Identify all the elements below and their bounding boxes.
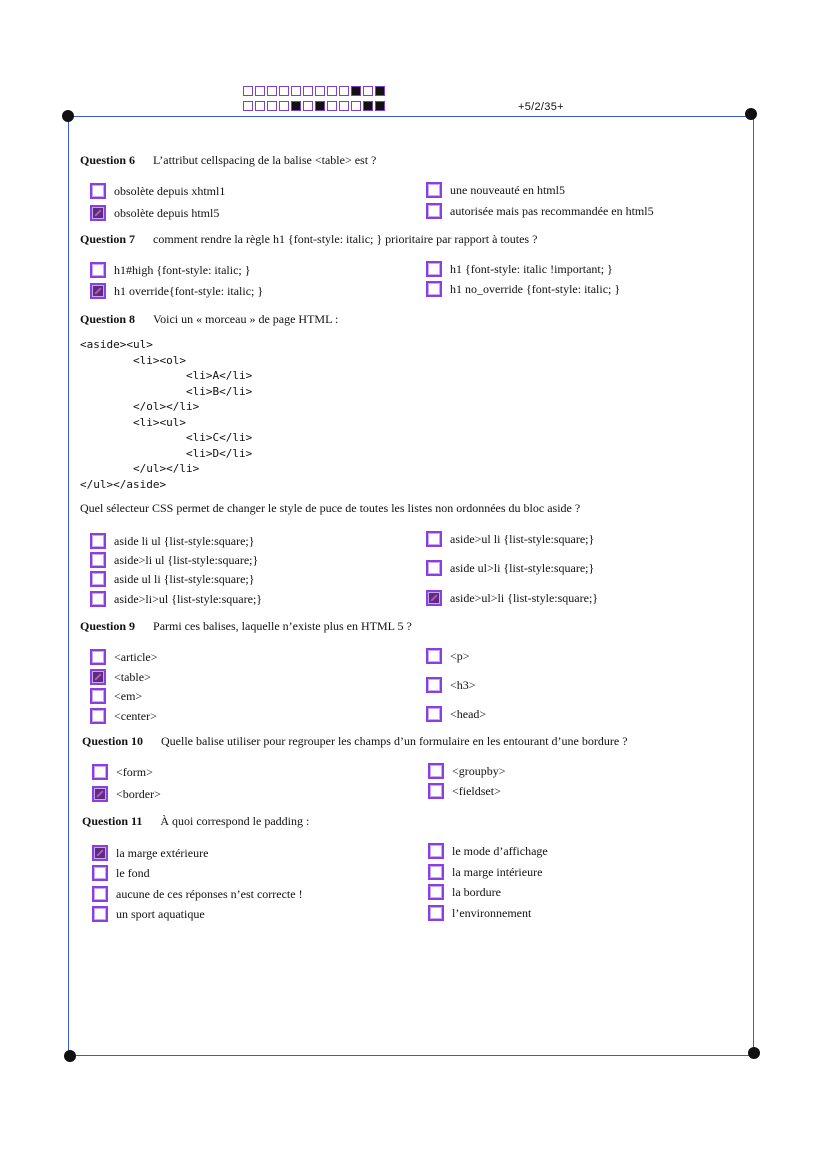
question-number: Question 10 [82, 734, 144, 748]
html-code-snippet: <aside><ul> <li><ol> <li>A</li> <li>B</li> </ol></li> <li><ul> <li>C</li> <li>D</li> </ul></li> </ul></aside> [80, 338, 253, 491]
corner-marker-bottom-left [64, 1050, 76, 1062]
barcode-cell [255, 101, 265, 111]
checkbox[interactable] [90, 649, 106, 665]
barcode-cell [303, 101, 313, 111]
checkbox[interactable] [90, 591, 106, 607]
checkbox[interactable] [90, 205, 106, 221]
question-7-heading [80, 232, 537, 247]
barcode-cell [243, 101, 253, 111]
answer-option[interactable] [426, 261, 613, 277]
question-8-heading [80, 312, 338, 327]
answer-option[interactable] [92, 865, 150, 881]
answer-option[interactable] [428, 884, 501, 900]
option-label: le mode d’affichage [452, 843, 548, 858]
question-number: Question 9 [80, 619, 136, 633]
barcode-cell [327, 101, 337, 111]
checkbox[interactable] [426, 203, 442, 219]
barcode-cell [363, 86, 373, 96]
barcode-cell [351, 86, 361, 96]
question-11-heading [82, 814, 309, 829]
checkbox[interactable] [426, 677, 442, 693]
question-number: Question 8 [80, 312, 136, 326]
option-label: aside ul li {list-style:square;} [114, 571, 255, 586]
option-label: aucune de ces réponses n’est correcte ! [116, 886, 303, 901]
option-label: la marge extérieure [116, 845, 209, 860]
option-label: <article> [114, 649, 158, 664]
option-label: <head> [450, 706, 487, 721]
checkbox[interactable] [90, 183, 106, 199]
barcode-cell [351, 101, 361, 111]
question-number: Question 6 [80, 153, 136, 167]
checkbox[interactable] [90, 552, 106, 568]
question-6-heading [80, 153, 376, 168]
answer-option[interactable] [92, 845, 208, 861]
page-code: +5/2/35+ [518, 101, 564, 113]
option-label: h1 override{font-style: italic; } [114, 283, 264, 298]
option-label: un sport aquatique [116, 906, 205, 921]
answer-option[interactable] [426, 706, 486, 722]
checkbox[interactable] [90, 283, 106, 299]
answer-option[interactable] [92, 786, 161, 802]
answer-option[interactable] [90, 533, 255, 549]
checkbox[interactable] [90, 262, 106, 278]
checkbox[interactable] [92, 764, 108, 780]
barcode-cell [315, 86, 325, 96]
answer-option[interactable] [92, 886, 303, 902]
question-text: comment rendre la règle h1 {font-style: italic; } prioritaire par rapport à toutes ? [153, 232, 538, 246]
question-number: Question 7 [80, 232, 136, 246]
option-label: aside li ul {list-style:square;} [114, 533, 255, 548]
option-label: aside ul>li {list-style:square;} [450, 560, 595, 575]
option-label: <border> [116, 786, 161, 801]
option-label: h1 {font-style: italic !important; } [450, 261, 613, 276]
answer-option[interactable] [428, 783, 501, 799]
barcode-cell [315, 101, 325, 111]
question-text: Quelle balise utiliser pour regrouper les champs d’un formulaire en les entourant d’une bordure ? [161, 734, 628, 748]
answer-option[interactable] [92, 906, 205, 922]
barcode-cell [303, 86, 313, 96]
option-label: aside>li ul {list-style:square;} [114, 552, 259, 567]
barcode-cell [375, 101, 385, 111]
barcode-cell [267, 101, 277, 111]
question-9-heading [80, 619, 412, 634]
option-label: <em> [114, 688, 143, 703]
corner-marker-bottom-right [748, 1047, 760, 1059]
checkbox[interactable] [426, 531, 442, 547]
answer-option[interactable] [90, 183, 225, 199]
checkbox[interactable] [428, 843, 444, 859]
option-label: <center> [114, 708, 157, 723]
checkbox[interactable] [90, 669, 106, 685]
corner-marker-top-left [62, 110, 74, 122]
question-8-prompt: Quel sélecteur CSS permet de changer le style de puce de toutes les listes non ordonnées du bloc aside ? [80, 501, 581, 515]
option-label: autorisée mais pas recommandée en html5 [450, 203, 654, 218]
barcode-cell [291, 86, 301, 96]
barcode-row-bottom [243, 101, 387, 111]
option-label: l’environnement [452, 905, 532, 920]
checkbox[interactable] [90, 571, 106, 587]
checkbox[interactable] [426, 706, 442, 722]
answer-option[interactable] [90, 571, 255, 587]
answer-option[interactable] [426, 590, 598, 606]
option-label: <form> [116, 764, 153, 779]
answer-option[interactable] [426, 281, 620, 297]
checkbox[interactable] [90, 688, 106, 704]
answer-option[interactable] [90, 205, 219, 221]
corner-marker-top-right [745, 108, 757, 120]
answer-option[interactable] [90, 552, 258, 568]
checkbox[interactable] [92, 865, 108, 881]
option-label: une nouveauté en html5 [450, 182, 565, 197]
answer-option[interactable] [426, 560, 594, 576]
answer-option[interactable] [426, 182, 565, 198]
option-label: aside>li>ul {list-style:square;} [114, 591, 263, 606]
option-label: la marge intérieure [452, 864, 543, 879]
answer-option[interactable] [90, 262, 251, 278]
option-label: la bordure [452, 884, 501, 899]
option-label: aside>ul>li {list-style:square;} [450, 590, 599, 605]
answer-option[interactable] [428, 763, 506, 779]
option-label: <fieldset> [452, 783, 501, 798]
checkbox[interactable] [92, 906, 108, 922]
checkbox[interactable] [426, 648, 442, 664]
question-text: Parmi ces balises, laquelle n’existe plus en HTML 5 ? [153, 619, 412, 633]
answer-option[interactable] [90, 688, 142, 704]
option-label: h1 no_override {font-style: italic; } [450, 281, 621, 296]
checkbox[interactable] [426, 281, 442, 297]
barcode-cell [327, 86, 337, 96]
answer-option[interactable] [426, 677, 476, 693]
question-text: L’attribut cellspacing de la balise <table> est ? [153, 153, 377, 167]
answer-option[interactable] [428, 843, 548, 859]
answer-option[interactable] [428, 905, 531, 921]
barcode-cell [363, 101, 373, 111]
checkbox[interactable] [90, 708, 106, 724]
checkbox[interactable] [428, 763, 444, 779]
option-label: h1#high {font-style: italic; } [114, 262, 251, 277]
option-label: <h3> [450, 677, 476, 692]
barcode-cell [243, 86, 253, 96]
checkbox[interactable] [426, 261, 442, 277]
option-label: <table> [114, 669, 151, 684]
checkbox[interactable] [426, 182, 442, 198]
answer-option[interactable] [426, 203, 654, 219]
answer-option[interactable] [426, 648, 470, 664]
answer-option[interactable] [426, 531, 594, 547]
option-label: <p> [450, 648, 470, 663]
barcode-cell [375, 86, 385, 96]
answer-option[interactable] [90, 669, 151, 685]
barcode-cell [291, 101, 301, 111]
barcode-cell [279, 101, 289, 111]
answer-option[interactable] [90, 283, 263, 299]
option-label: le fond [116, 865, 150, 880]
question-number: Question 11 [82, 814, 143, 828]
checkbox[interactable] [426, 590, 442, 606]
question-10-heading [82, 734, 628, 749]
option-label: obsolète depuis xhtml1 [114, 183, 226, 198]
barcode-cell [267, 86, 277, 96]
checkbox[interactable] [428, 884, 444, 900]
answer-option[interactable] [90, 591, 262, 607]
barcode-cell [339, 86, 349, 96]
barcode-row-top [243, 86, 387, 96]
answer-option[interactable] [92, 764, 153, 780]
barcode-cell [255, 86, 265, 96]
checkbox[interactable] [428, 864, 444, 880]
answer-option[interactable] [90, 708, 157, 724]
barcode-cell [339, 101, 349, 111]
checkbox[interactable] [92, 886, 108, 902]
answer-option[interactable] [428, 864, 542, 880]
option-label: aside>ul li {list-style:square;} [450, 531, 595, 546]
checkbox[interactable] [428, 783, 444, 799]
checkbox[interactable] [92, 786, 108, 802]
checkbox[interactable] [92, 845, 108, 861]
answer-option[interactable] [90, 649, 158, 665]
question-text: Voici un « morceau » de page HTML : [153, 312, 339, 326]
checkbox[interactable] [90, 533, 106, 549]
barcode-cell [279, 86, 289, 96]
question-text: À quoi correspond le padding : [160, 814, 310, 828]
option-label: <groupby> [452, 763, 506, 778]
checkbox[interactable] [426, 560, 442, 576]
checkbox[interactable] [428, 905, 444, 921]
option-label: obsolète depuis html5 [114, 205, 220, 220]
